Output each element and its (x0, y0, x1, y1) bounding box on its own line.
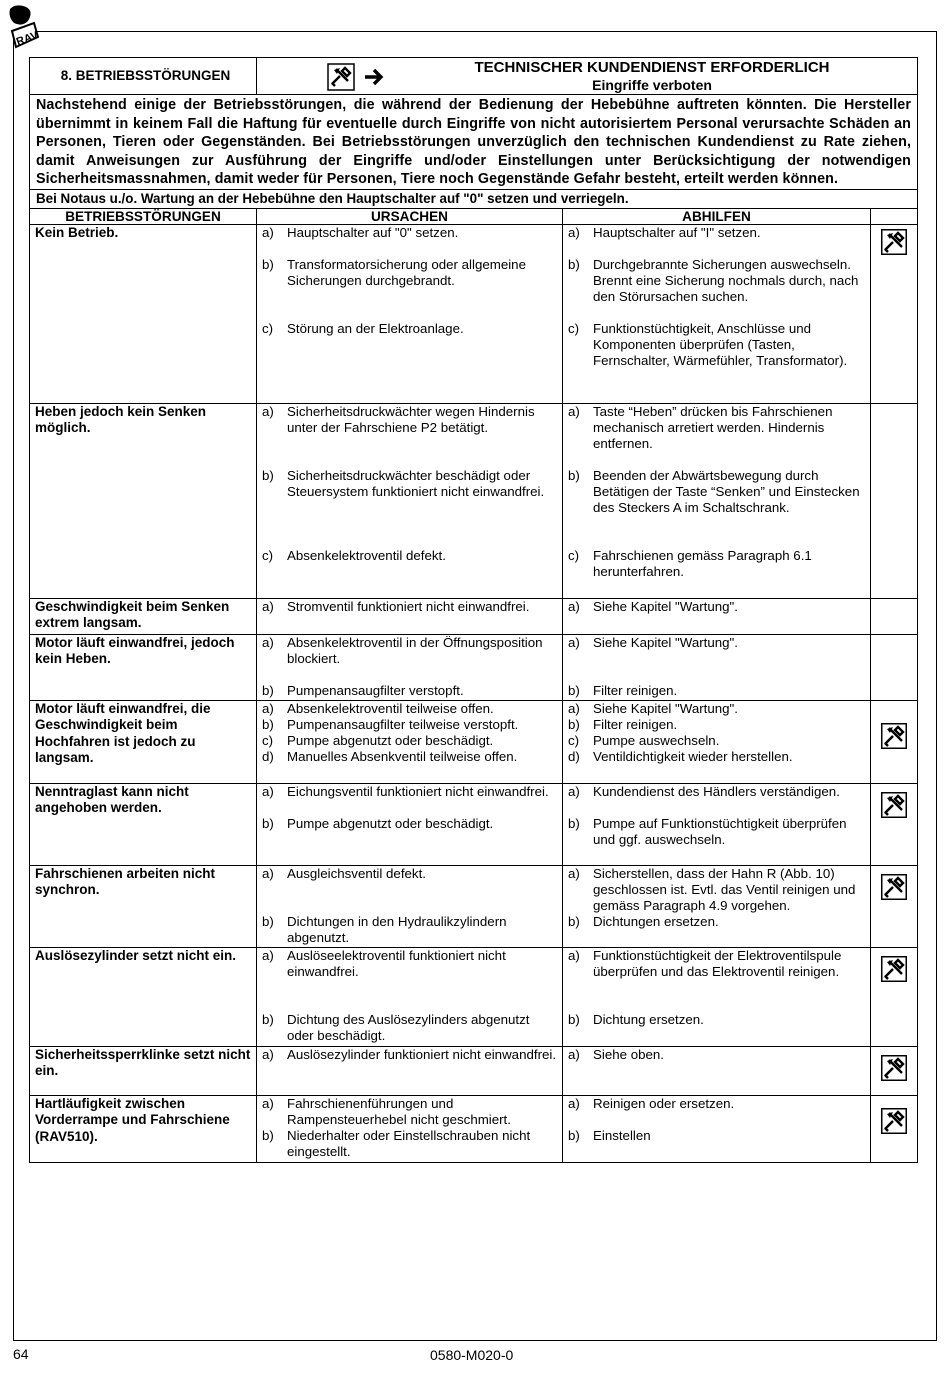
service-cell (871, 783, 918, 865)
fault-row (30, 598, 918, 634)
cause-item (257, 1047, 562, 1063)
remedy-item (563, 733, 870, 749)
cause-item (257, 717, 562, 733)
item-text: Absenkelektroventil teilweise offen. (287, 700, 494, 716)
item-letter: a) (568, 947, 580, 963)
cause-item (257, 816, 562, 832)
cause-item (257, 599, 562, 615)
header-row (30, 58, 918, 95)
fault-row (30, 700, 918, 783)
item-text: Pumpe auf Funktionstüchtigkeit überprüfen und ggf. auswechseln. (593, 815, 847, 847)
item-text: Siehe Kapitel "Wartung". (593, 598, 738, 614)
header-right (257, 58, 918, 95)
cause-item (257, 225, 562, 241)
cause-list (257, 783, 563, 865)
item-letter: a) (262, 865, 274, 881)
item-letter: b) (262, 815, 274, 831)
remedy-item (563, 548, 870, 580)
item-text: Taste “Heben” drücken bis Fahrschienen mechanisch arretiert werden. Hindernis entfernen. (593, 403, 833, 451)
header-title: TECHNISCHER KUNDENDIENST ERFORDERLICH (474, 59, 830, 76)
item-text: Kundendienst des Händlers verständigen. (593, 783, 840, 799)
page-number: 64 (13, 1346, 29, 1362)
remedy-list (563, 783, 871, 865)
cause-item (257, 683, 562, 699)
remedy-list (563, 1095, 871, 1162)
item-text: Ausgleichsventil defekt. (287, 865, 426, 881)
remedy-list (563, 598, 871, 634)
item-letter: b) (262, 256, 274, 272)
item-text: Stromventil funktioniert nicht einwandfrei. (287, 598, 530, 614)
remedy-list (563, 865, 871, 947)
remedy-item (563, 914, 870, 930)
remedy-list (563, 1046, 871, 1095)
item-letter: a) (568, 865, 580, 881)
item-letter: c) (568, 547, 580, 563)
item-text: Pumpenansaugfilter teilweise verstopft. (287, 716, 519, 732)
item-text: Hauptschalter auf "I" setzen. (593, 224, 761, 240)
service-wrench-icon (881, 792, 907, 818)
item-letter: b) (262, 1127, 274, 1143)
fault-description: Sicherheitssperrklinke setzt nicht ein. (30, 1046, 257, 1095)
item-letter: a) (568, 634, 580, 650)
item-letter: a) (262, 947, 274, 963)
column-header-faults: BETRIEBSSTÖRUNGEN (30, 208, 257, 224)
fault-description: Hartläufigkeit zwischen Vorderrampe und Fahrschiene (RAV510). (30, 1095, 257, 1162)
item-letter: c) (262, 732, 274, 748)
item-text: Manuelles Absenkventil teilweise offen. (287, 748, 518, 764)
service-cell (871, 403, 918, 598)
item-letter: b) (568, 682, 580, 698)
intro-row (30, 95, 918, 190)
item-letter: a) (262, 224, 274, 240)
remedy-item (563, 816, 870, 848)
remedy-list (563, 634, 871, 700)
item-letter: c) (568, 732, 580, 748)
remedy-item (563, 784, 870, 800)
remedy-item (563, 683, 870, 699)
notice-row (30, 189, 918, 208)
item-text: Funktionstüchtigkeit der Elektroventilspule überprüfen und das Elektroventil reinigen. (593, 947, 842, 979)
service-wrench-icon (881, 1108, 907, 1134)
item-letter: b) (262, 1011, 274, 1027)
cause-list (257, 224, 563, 403)
item-letter: a) (262, 634, 274, 650)
intro-text: Nachstehend einige der Betriebsstörungen, die während der Bedienung der Hebebühne auftreten könnten. Die Hersteller übernimmt in keinem Fall die Haftung für eventuelle durch Eingriffe von nicht autorisiertem Personal verursachte Schäden an Personen, Tieren oder Gegenständen. Bei Betriebsstörungen unverzüglich den technischen Kundendienst zu Rate ziehen, damit Anweisungen zur Ausführung der Eingriffe und/oder Einstellungen unter Berücksichtigung der notwendigen Sicherheitsmassnahmen, damit weder für Personen, Tiere noch Gegenstände Gefahr besteht, erteilt werden können. (30, 95, 918, 190)
cause-item (257, 321, 562, 337)
item-letter: a) (568, 403, 580, 419)
item-text: Ventildichtigkeit wieder herstellen. (593, 748, 793, 764)
fault-row (30, 1095, 918, 1162)
item-text: Filter reinigen. (593, 716, 678, 732)
item-letter: b) (568, 716, 580, 732)
item-text: Pumpe abgenutzt oder beschädigt. (287, 732, 494, 748)
cause-item (257, 733, 562, 749)
item-letter: c) (262, 320, 274, 336)
item-letter: b) (568, 1127, 580, 1143)
item-letter: a) (262, 783, 274, 799)
remedy-item (563, 749, 870, 765)
cause-item (257, 784, 562, 800)
cause-item (257, 1096, 562, 1128)
service-wrench-icon (881, 229, 907, 255)
item-text: Absenkelektroventil in der Öffnungsposition blockiert. (287, 634, 543, 666)
item-letter: a) (568, 1046, 580, 1062)
remedy-item (563, 321, 870, 369)
item-letter: a) (568, 598, 580, 614)
fault-row (30, 224, 918, 403)
remedy-item (563, 1096, 870, 1112)
cause-list (257, 865, 563, 947)
remedy-item (563, 948, 870, 980)
remedy-item (563, 599, 870, 615)
item-letter: b) (568, 256, 580, 272)
item-text: Einstellen (593, 1127, 651, 1143)
item-text: Absenkelektroventil defekt. (287, 547, 446, 563)
fault-row (30, 634, 918, 700)
item-letter: d) (568, 748, 580, 764)
item-letter: b) (262, 716, 274, 732)
cause-item (257, 404, 562, 436)
item-text: Sicherheitsdruckwächter wegen Hindernis unter der Fahrschiene P2 betätigt. (287, 403, 535, 435)
item-text: Sicherheitsdruckwächter beschädigt oder Steuersystem funktioniert nicht einwandfrei. (287, 467, 545, 499)
service-arrow-icon (327, 63, 387, 91)
cause-list (257, 598, 563, 634)
cause-item (257, 635, 562, 667)
item-letter: a) (568, 700, 580, 716)
item-text: Pumpe abgenutzt oder beschädigt. (287, 815, 494, 831)
remedy-item (563, 225, 870, 241)
item-letter: a) (568, 783, 580, 799)
item-letter: b) (262, 467, 274, 483)
cause-list (257, 634, 563, 700)
service-cell (871, 1095, 918, 1162)
fault-description: Geschwindigkeit beim Senken extrem langsam. (30, 598, 257, 634)
column-header-row (30, 208, 918, 224)
item-text: Siehe Kapitel "Wartung". (593, 700, 738, 716)
remedy-item (563, 635, 870, 651)
item-letter: a) (568, 1095, 580, 1111)
cause-item (257, 701, 562, 717)
item-text: Dichtungen ersetzen. (593, 913, 719, 929)
item-text: Pumpenansaugfilter verstopft. (287, 682, 464, 698)
item-letter: b) (262, 913, 274, 929)
cause-item (257, 948, 562, 980)
brand-logo-icon (4, 3, 48, 51)
remedy-item (563, 866, 870, 914)
item-text: Hauptschalter auf "0" setzen. (287, 224, 459, 240)
item-letter: a) (262, 598, 274, 614)
cause-list (257, 1046, 563, 1095)
column-header-remedies: ABHILFEN (563, 208, 871, 224)
remedy-list (563, 700, 871, 783)
remedy-item (563, 717, 870, 733)
fault-description: Fahrschienen arbeiten nicht synchron. (30, 865, 257, 947)
fault-description: Motor läuft einwandfrei, die Geschwindigkeit beim Hochfahren ist jedoch zu langsam. (30, 700, 257, 783)
item-letter: d) (262, 748, 274, 764)
item-text: Siehe oben. (593, 1046, 664, 1062)
service-cell (871, 865, 918, 947)
service-cell (871, 598, 918, 634)
cause-item (257, 468, 562, 500)
item-letter: c) (568, 320, 580, 336)
item-text: Fahrschienen gemäss Paragraph 6.1 herunterfahren. (593, 547, 812, 579)
remedy-item (563, 701, 870, 717)
item-letter: a) (262, 403, 274, 419)
document-code: 0580-M020-0 (430, 1347, 514, 1363)
item-text: Dichtung ersetzen. (593, 1011, 704, 1027)
remedy-item (563, 1012, 870, 1028)
item-text: Fahrschienenführungen und Rampensteuerhebel nicht geschmiert. (287, 1095, 511, 1127)
cause-item (257, 749, 562, 765)
item-letter: b) (568, 1011, 580, 1027)
item-text: Dichtungen in den Hydraulikzylindern abgenutzt. (287, 913, 507, 945)
item-letter: b) (568, 913, 580, 929)
cause-item (257, 257, 562, 289)
item-text: Siehe Kapitel "Wartung". (593, 634, 738, 650)
remedy-item (563, 404, 870, 452)
service-wrench-icon (881, 956, 907, 982)
svg-text:RAV: RAV (14, 29, 40, 49)
item-text: Auslösezylinder funktioniert nicht einwandfrei. (287, 1046, 557, 1062)
item-text: Filter reinigen. (593, 682, 678, 698)
item-letter: a) (568, 224, 580, 240)
fault-description: Kein Betrieb. (30, 224, 257, 403)
item-text: Dichtung des Auslösezylinders abgenutzt oder beschädigt. (287, 1011, 530, 1043)
item-text: Störung an der Elektroanlage. (287, 320, 464, 336)
item-text: Beenden der Abwärtsbewegung durch Betätigen der Taste “Senken” und Einstecken des Steckers A im Schaltschrank. (593, 467, 860, 515)
service-cell (871, 224, 918, 403)
item-text: Eichungsventil funktioniert nicht einwandfrei. (287, 783, 549, 799)
item-text: Transformatorsicherung oder allgemeine Sicherungen durchgebrandt. (287, 256, 526, 288)
remedy-list (563, 947, 871, 1046)
remedy-item (563, 1047, 870, 1063)
cause-item (257, 1012, 562, 1044)
cause-list (257, 403, 563, 598)
service-cell (871, 634, 918, 700)
fault-rows (30, 224, 918, 1162)
section-title: 8. BETRIEBSSTÖRUNGEN (30, 58, 257, 95)
item-text: Pumpe auswechseln. (593, 732, 720, 748)
service-cell (871, 947, 918, 1046)
service-wrench-icon (881, 723, 907, 749)
item-letter: b) (568, 815, 580, 831)
emergency-notice: Bei Notaus u./o. Wartung an der Hebebühne den Hauptschalter auf "0" setzen und verriegeln. (30, 189, 918, 208)
item-letter: a) (262, 700, 274, 716)
cause-item (257, 1128, 562, 1160)
service-cell (871, 1046, 918, 1095)
item-text: Durchgebrannte Sicherungen auswechseln. Brennt eine Sicherung nochmals durch, nach den Störursachen suchen. (593, 256, 859, 304)
remedy-list (563, 224, 871, 403)
item-letter: b) (568, 467, 580, 483)
fault-description: Auslösezylinder setzt nicht ein. (30, 947, 257, 1046)
cause-item (257, 866, 562, 882)
fault-row (30, 403, 918, 598)
header-subtitle: Eingriffe verboten (592, 77, 712, 93)
cause-list (257, 1095, 563, 1162)
item-letter: b) (262, 682, 274, 698)
cause-list (257, 700, 563, 783)
cause-list (257, 947, 563, 1046)
item-letter: c) (262, 547, 274, 563)
item-text: Sicherstellen, dass der Hahn R (Abb. 10) geschlossen ist. Evtl. das Ventil reinigen und gemäss Paragraph 4.9 vorgehen. (593, 865, 856, 913)
service-cell (871, 700, 918, 783)
remedy-list (563, 403, 871, 598)
fault-description: Motor läuft einwandfrei, jedoch kein Heben. (30, 634, 257, 700)
item-text: Niederhalter oder Einstellschrauben nicht eingestellt. (287, 1127, 531, 1159)
remedy-item (563, 1128, 870, 1144)
troubleshooting-table (29, 57, 918, 1163)
cause-item (257, 914, 562, 946)
column-header-icon (871, 208, 918, 224)
remedy-item (563, 468, 870, 516)
fault-row (30, 865, 918, 947)
fault-row (30, 1046, 918, 1095)
item-text: Reinigen oder ersetzen. (593, 1095, 735, 1111)
item-letter: a) (262, 1095, 274, 1111)
fault-row (30, 783, 918, 865)
column-header-causes: URSACHEN (257, 208, 563, 224)
service-wrench-icon (881, 1055, 907, 1081)
fault-description: Heben jedoch kein Senken möglich. (30, 403, 257, 598)
item-text: Auslöseelektroventil funktioniert nicht einwandfrei. (287, 947, 506, 979)
item-letter: a) (262, 1046, 274, 1062)
fault-description: Nenntraglast kann nicht angehoben werden. (30, 783, 257, 865)
remedy-item (563, 257, 870, 305)
item-text: Funktionstüchtigkeit, Anschlüsse und Komponenten überprüfen (Tasten, Fernschalter, Wärmefühler, Transformator). (593, 320, 848, 368)
fault-row (30, 947, 918, 1046)
service-wrench-icon (881, 874, 907, 900)
cause-item (257, 548, 562, 564)
